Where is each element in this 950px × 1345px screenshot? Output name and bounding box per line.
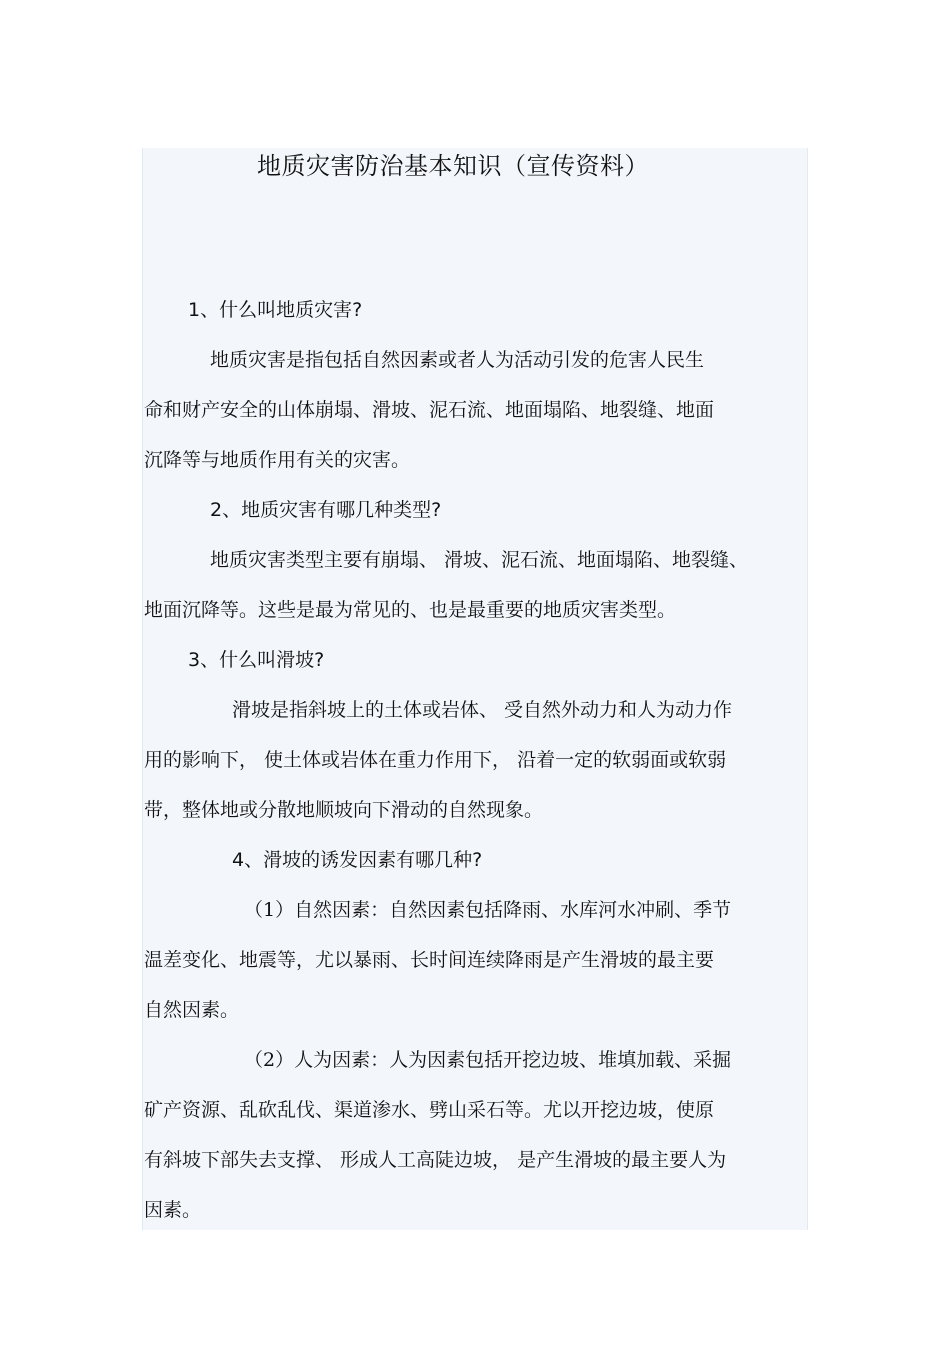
paragraph-line: 地质灾害类型主要有崩塌、 滑坡、泥石流、地面塌陷、地裂缝、 [210, 549, 749, 571]
paragraph-line: 命和财产安全的山体崩塌、滑坡、泥石流、地面塌陷、地裂缝、地面 [144, 399, 715, 421]
paragraph-line: 温差变化、地震等，尤以暴雨、长时间连续降雨是产生滑坡的最主要 [144, 949, 715, 971]
paragraph-line: 地质灾害是指包括自然因素或者人为活动引发的危害人民生 [210, 349, 705, 371]
paragraph-line: 用的影响下， 使土体或岩体在重力作用下， 沿着一定的软弱面或软弱 [144, 749, 727, 771]
paragraph-line: 矿产资源、乱砍乱伐、渠道渗水、劈山采石等。尤以开挖边坡，使原 [144, 1099, 715, 1121]
paragraph-line: （2）人为因素：人为因素包括开挖边坡、堆填加载、采掘 [244, 1049, 732, 1071]
paragraph-line: 有斜坡下部失去支撑、 形成人工高陡边坡， 是产生滑坡的最主要人为 [144, 1149, 727, 1171]
paragraph-line: （1）自然因素：自然因素包括降雨、水库河水冲刷、季节 [244, 899, 732, 921]
document-title: 地质灾害防治基本知识（宣传资料） [257, 152, 649, 180]
paragraph-line: 滑坡是指斜坡上的土体或岩体、 受自然外动力和人为动力作 [232, 699, 733, 721]
section-heading-1: 1、什么叫地质灾害? [188, 299, 363, 321]
paragraph-line: 沉降等与地质作用有关的灾害。 [144, 449, 411, 471]
section-heading-3: 3、什么叫滑坡? [188, 649, 325, 671]
section-heading-2: 2、地质灾害有哪几种类型? [210, 499, 442, 521]
paragraph-line: 带，整体地或分散地顺坡向下滑动的自然现象。 [144, 799, 544, 821]
paragraph-line: 地面沉降等。这些是最为常见的、也是最重要的地质灾害类型。 [144, 599, 677, 621]
paragraph-line: 自然因素。 [144, 999, 240, 1021]
paragraph-line: 因素。 [144, 1199, 202, 1221]
section-heading-4: 4、滑坡的诱发因素有哪几种? [232, 849, 483, 871]
